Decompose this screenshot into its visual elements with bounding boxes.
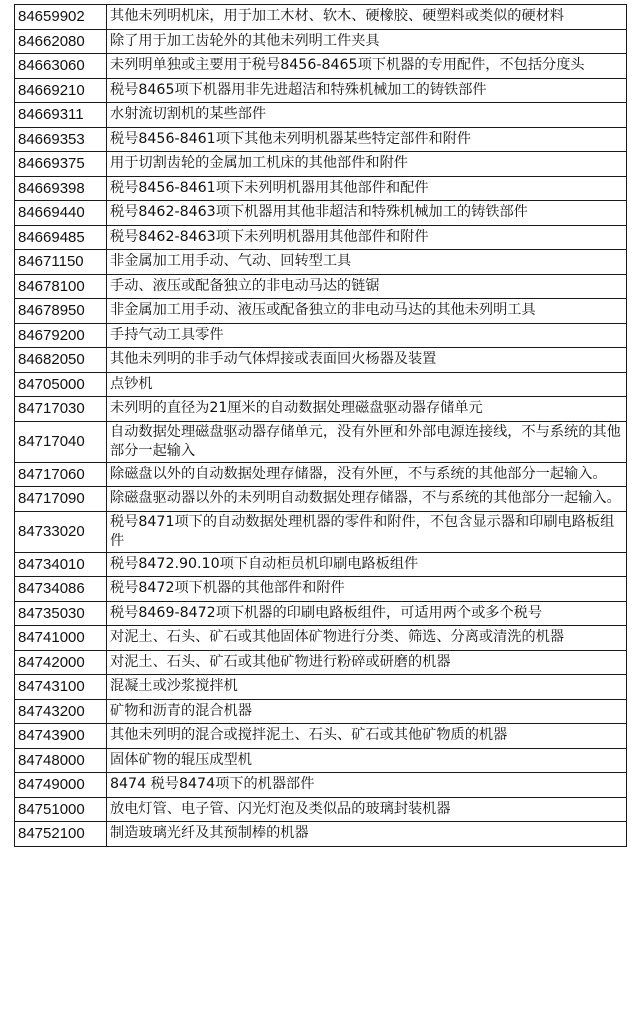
hs-code-cell: 84749000 — [15, 773, 107, 798]
description-cell: 未列明的直径为21厘米的自动数据处理磁盘驱动器存储单元 — [107, 397, 627, 422]
hs-code-cell: 84742000 — [15, 650, 107, 675]
description-cell: 税号8462-8463项下未列明机器用其他部件和附件 — [107, 225, 627, 250]
table-row — [15, 577, 627, 602]
hs-code-cell: 84748000 — [15, 748, 107, 773]
table-row — [15, 348, 627, 373]
table-row — [15, 372, 627, 397]
table-row — [15, 250, 627, 275]
description-cell: 税号8462-8463项下机器用其他非超洁和特殊机械加工的铸铁部件 — [107, 201, 627, 226]
description-cell: 固体矿物的辊压成型机 — [107, 748, 627, 773]
description-cell: 除磁盘以外的自动数据处理存储器，没有外匣，不与系统的其他部分一起输入。 — [107, 462, 627, 487]
description-cell: 对泥土、石头、矿石或其他固体矿物进行分类、筛选、分离或清洗的机器 — [107, 626, 627, 651]
hs-code-cell: 84679200 — [15, 323, 107, 348]
hs-code-cell: 84717090 — [15, 487, 107, 512]
description-cell: 矿物和沥青的混合机器 — [107, 699, 627, 724]
hs-code-cell: 84741000 — [15, 626, 107, 651]
description-cell: 除磁盘驱动器以外的未列明自动数据处理存储器，不与系统的其他部分一起输入。 — [107, 487, 627, 512]
table-row — [15, 176, 627, 201]
table-row — [15, 675, 627, 700]
description-cell: 混凝土或沙浆搅拌机 — [107, 675, 627, 700]
table-row — [15, 650, 627, 675]
tariff-table-body — [15, 5, 627, 847]
hs-code-cell: 84669210 — [15, 78, 107, 103]
hs-code-cell: 84669398 — [15, 176, 107, 201]
hs-code-cell: 84735030 — [15, 601, 107, 626]
table-row — [15, 797, 627, 822]
description-cell: 点钞机 — [107, 372, 627, 397]
description-cell: 自动数据处理磁盘驱动器存储单元，没有外匣和外部电源连接线，不与系统的其他部分一起输入 — [107, 421, 627, 462]
description-cell: 税号8465项下机器用非先进超洁和特殊机械加工的铸铁部件 — [107, 78, 627, 103]
table-row — [15, 462, 627, 487]
hs-code-cell: 84717030 — [15, 397, 107, 422]
table-row — [15, 127, 627, 152]
tariff-table — [14, 4, 627, 847]
table-row — [15, 773, 627, 798]
description-cell: 用于切割齿轮的金属加工机床的其他部件和附件 — [107, 152, 627, 177]
description-cell: 水射流切割机的某些部件 — [107, 103, 627, 128]
table-row — [15, 626, 627, 651]
table-row — [15, 5, 627, 30]
hs-code-cell: 84734010 — [15, 552, 107, 577]
description-cell: 税号8456-8461项下未列明机器用其他部件和配件 — [107, 176, 627, 201]
table-row — [15, 103, 627, 128]
hs-code-cell: 84659902 — [15, 5, 107, 30]
description-cell: 非金属加工用手动、气动、回转型工具 — [107, 250, 627, 275]
description-cell: 其他未列明机床，用于加工木材、软木、硬橡胶、硬塑料或类似的硬材料 — [107, 5, 627, 30]
description-cell: 税号8456-8461项下其他未列明机器某些特定部件和附件 — [107, 127, 627, 152]
hs-code-cell: 84733020 — [15, 511, 107, 552]
hs-code-cell: 84669375 — [15, 152, 107, 177]
description-cell: 其他未列明的非手动气体焊接或表面回火杨器及装置 — [107, 348, 627, 373]
hs-code-cell: 84669440 — [15, 201, 107, 226]
hs-code-cell: 84678100 — [15, 274, 107, 299]
table-row — [15, 511, 627, 552]
description-cell: 税号8471项下的自动数据处理机器的零件和附件，不包含显示器和印刷电路板组件 — [107, 511, 627, 552]
description-cell: 8474 税号8474项下的机器部件 — [107, 773, 627, 798]
table-row — [15, 225, 627, 250]
hs-code-cell: 84717060 — [15, 462, 107, 487]
table-row — [15, 29, 627, 54]
hs-code-cell: 84717040 — [15, 421, 107, 462]
description-cell: 未列明单独或主要用于税号8456-8465项下机器的专用配件，不包括分度头 — [107, 54, 627, 79]
hs-code-cell: 84663060 — [15, 54, 107, 79]
table-row — [15, 54, 627, 79]
table-row — [15, 552, 627, 577]
description-cell: 税号8472项下机器的其他部件和附件 — [107, 577, 627, 602]
table-row — [15, 822, 627, 847]
hs-code-cell: 84743200 — [15, 699, 107, 724]
description-cell: 其他未列明的混合或搅拌泥土、石头、矿石或其他矿物质的机器 — [107, 724, 627, 749]
table-row — [15, 323, 627, 348]
hs-code-cell: 84752100 — [15, 822, 107, 847]
table-row — [15, 699, 627, 724]
table-row — [15, 274, 627, 299]
hs-code-cell: 84678950 — [15, 299, 107, 324]
table-row — [15, 724, 627, 749]
description-cell: 除了用于加工齿轮外的其他未列明工件夹具 — [107, 29, 627, 54]
description-cell: 手持气动工具零件 — [107, 323, 627, 348]
description-cell: 非金属加工用手动、液压或配备独立的非电动马达的其他未列明工具 — [107, 299, 627, 324]
hs-code-cell: 84734086 — [15, 577, 107, 602]
table-row — [15, 152, 627, 177]
table-row — [15, 748, 627, 773]
hs-code-cell: 84669353 — [15, 127, 107, 152]
description-cell: 税号8469-8472项下机器的印刷电路板组件，可适用两个或多个税号 — [107, 601, 627, 626]
table-row — [15, 397, 627, 422]
table-row — [15, 421, 627, 462]
hs-code-cell: 84662080 — [15, 29, 107, 54]
hs-code-cell: 84669485 — [15, 225, 107, 250]
table-row — [15, 78, 627, 103]
description-cell: 手动、液压或配备独立的非电动马达的链锯 — [107, 274, 627, 299]
table-row — [15, 487, 627, 512]
hs-code-cell: 84743900 — [15, 724, 107, 749]
description-cell: 制造玻璃光纤及其预制棒的机器 — [107, 822, 627, 847]
table-row — [15, 299, 627, 324]
description-cell: 放电灯管、电子管、闪光灯泡及类似品的玻璃封装机器 — [107, 797, 627, 822]
hs-code-cell: 84671150 — [15, 250, 107, 275]
hs-code-cell: 84705000 — [15, 372, 107, 397]
hs-code-cell: 84682050 — [15, 348, 107, 373]
tariff-table-container — [14, 4, 627, 847]
hs-code-cell: 84751000 — [15, 797, 107, 822]
table-row — [15, 601, 627, 626]
description-cell: 税号8472.90.10项下自动柜员机印刷电路板组件 — [107, 552, 627, 577]
hs-code-cell: 84669311 — [15, 103, 107, 128]
description-cell: 对泥土、石头、矿石或其他矿物进行粉碎或研磨的机器 — [107, 650, 627, 675]
hs-code-cell: 84743100 — [15, 675, 107, 700]
table-row — [15, 201, 627, 226]
